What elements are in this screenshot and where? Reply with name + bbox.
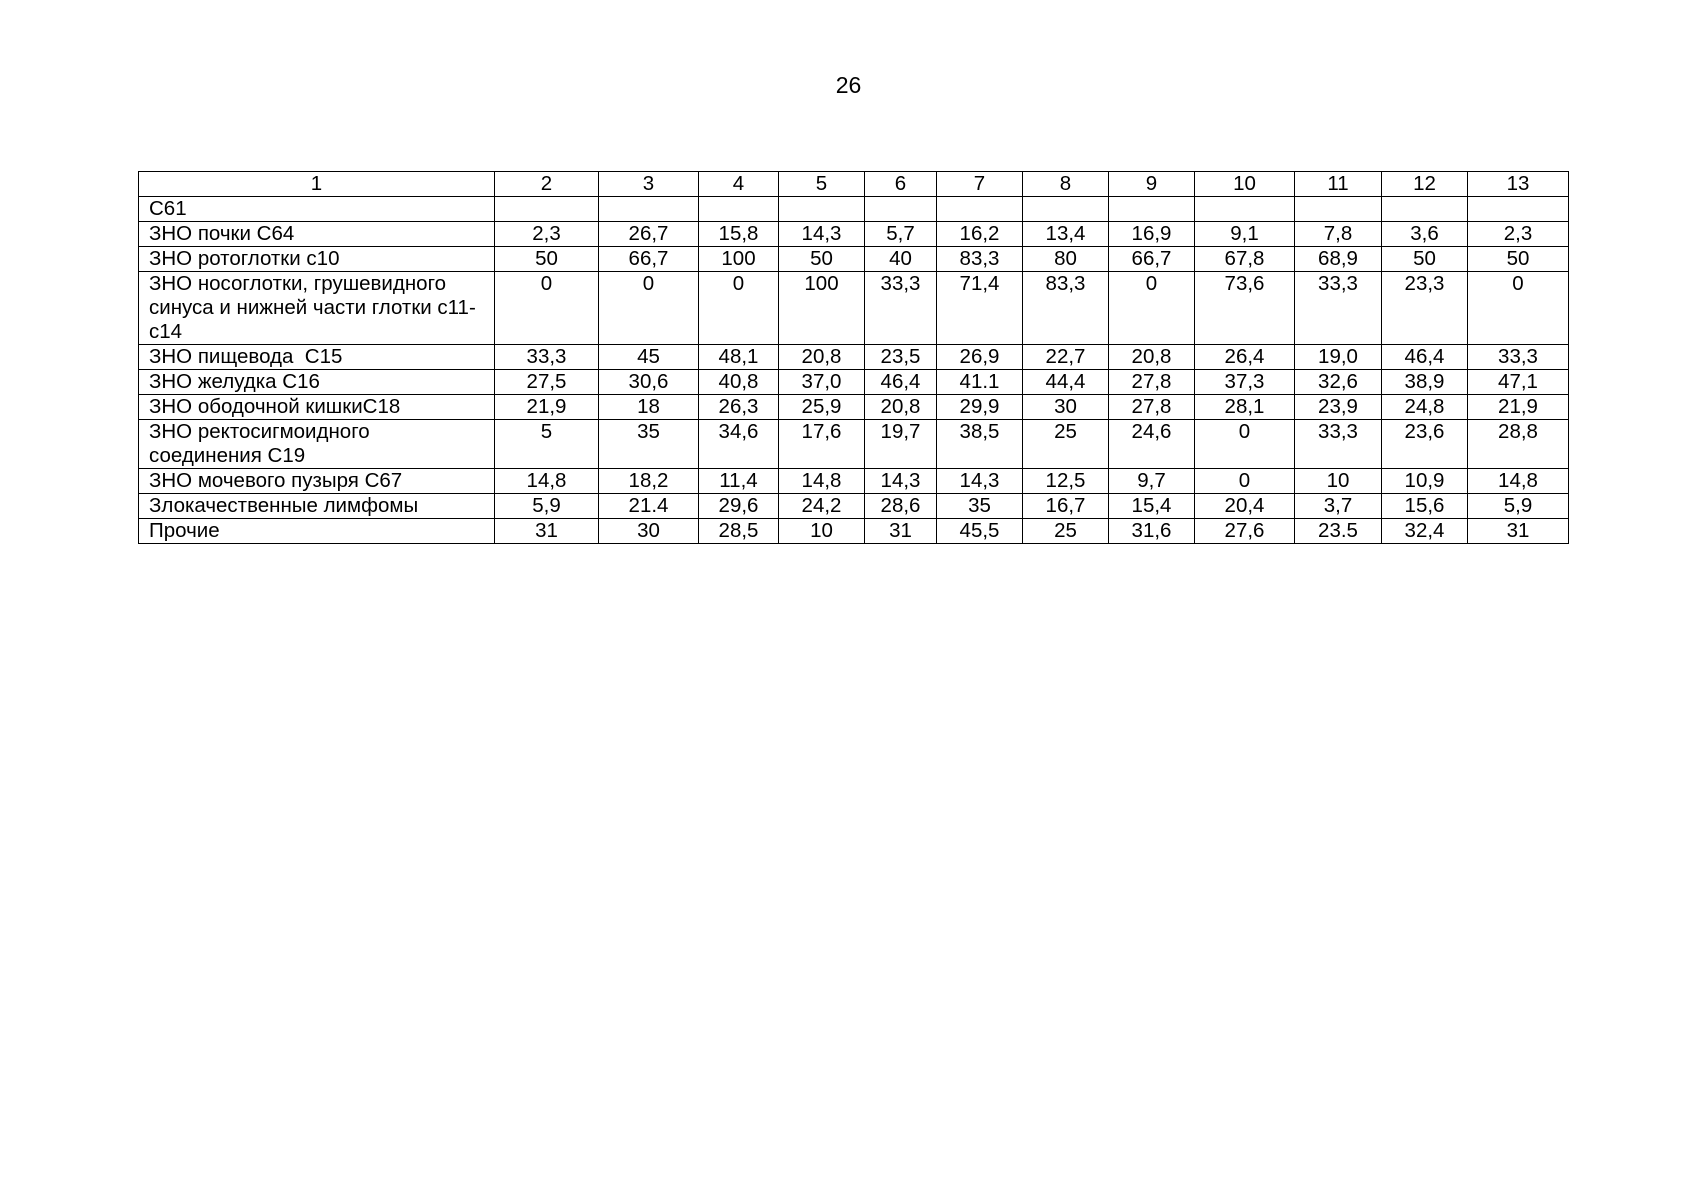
value-cell: 16,2 (937, 222, 1023, 247)
value-cell: 24,6 (1109, 420, 1195, 469)
value-cell: 24,2 (779, 494, 865, 519)
value-cell (865, 197, 937, 222)
value-cell: 38,5 (937, 420, 1023, 469)
value-cell (1195, 197, 1295, 222)
value-cell: 37,0 (779, 370, 865, 395)
value-cell: 44,4 (1023, 370, 1109, 395)
row-label-cell: ЗНО мочевого пузыря С67 (139, 469, 495, 494)
row-label-cell: ЗНО носоглотки, грушевидного синуса и нижней части глотки с11-с14 (139, 272, 495, 345)
value-cell: 50 (495, 247, 599, 272)
value-cell (1109, 197, 1195, 222)
value-cell: 38,9 (1382, 370, 1468, 395)
value-cell: 15,4 (1109, 494, 1195, 519)
value-cell: 14,8 (779, 469, 865, 494)
value-cell: 33,3 (1468, 345, 1569, 370)
value-cell: 32,4 (1382, 519, 1468, 544)
row-label-cell: ЗНО ректосигмоидного соединения С19 (139, 420, 495, 469)
table-header-cell: 12 (1382, 172, 1468, 197)
value-cell: 26,9 (937, 345, 1023, 370)
value-cell: 27,6 (1195, 519, 1295, 544)
value-cell: 80 (1023, 247, 1109, 272)
value-cell: 27,8 (1109, 370, 1195, 395)
value-cell: 16,7 (1023, 494, 1109, 519)
value-cell: 31 (495, 519, 599, 544)
value-cell: 2,3 (1468, 222, 1569, 247)
value-cell: 28,5 (699, 519, 779, 544)
row-label-cell: Прочие (139, 519, 495, 544)
row-label-cell: ЗНО ободочной кишкиС18 (139, 395, 495, 420)
value-cell: 11,4 (699, 469, 779, 494)
value-cell: 83,3 (1023, 272, 1109, 345)
row-label-cell: ЗНО пищевода С15 (139, 345, 495, 370)
row-label-cell: ЗНО желудка С16 (139, 370, 495, 395)
value-cell: 30,6 (599, 370, 699, 395)
table-header-cell: 6 (865, 172, 937, 197)
value-cell: 27,8 (1109, 395, 1195, 420)
table-header-cell: 1 (139, 172, 495, 197)
value-cell: 30 (1023, 395, 1109, 420)
page-number: 26 (835, 72, 862, 98)
value-cell: 16,9 (1109, 222, 1195, 247)
value-cell: 33,3 (865, 272, 937, 345)
value-cell: 5,9 (495, 494, 599, 519)
table-header-cell: 10 (1195, 172, 1295, 197)
value-cell: 32,6 (1295, 370, 1382, 395)
value-cell: 0 (1195, 469, 1295, 494)
table-header-cell: 3 (599, 172, 699, 197)
value-cell: 22,7 (1023, 345, 1109, 370)
value-cell: 25 (1023, 420, 1109, 469)
value-cell: 25 (1023, 519, 1109, 544)
table-row (139, 519, 1569, 544)
value-cell: 0 (699, 272, 779, 345)
value-cell: 50 (779, 247, 865, 272)
value-cell: 40,8 (699, 370, 779, 395)
value-cell: 15,8 (699, 222, 779, 247)
value-cell: 26,3 (699, 395, 779, 420)
value-cell: 9,1 (1195, 222, 1295, 247)
value-cell: 100 (779, 272, 865, 345)
value-cell: 46,4 (1382, 345, 1468, 370)
value-cell: 48,1 (699, 345, 779, 370)
value-cell: 9,7 (1109, 469, 1195, 494)
value-cell: 31,6 (1109, 519, 1195, 544)
value-cell: 23,3 (1382, 272, 1468, 345)
row-label-cell: ЗНО ротоглотки с10 (139, 247, 495, 272)
value-cell: 33,3 (495, 345, 599, 370)
table-row (139, 494, 1569, 519)
table-header-cell: 4 (699, 172, 779, 197)
row-label-cell: C61 (139, 197, 495, 222)
value-cell: 0 (1468, 272, 1569, 345)
value-cell: 29,6 (699, 494, 779, 519)
value-cell: 23,6 (1382, 420, 1468, 469)
value-cell (495, 197, 599, 222)
row-label-cell: ЗНО почки С64 (139, 222, 495, 247)
value-cell: 25,9 (779, 395, 865, 420)
value-cell: 30 (599, 519, 699, 544)
value-cell: 33,3 (1295, 272, 1382, 345)
value-cell: 23,9 (1295, 395, 1382, 420)
value-cell: 14,3 (937, 469, 1023, 494)
value-cell (699, 197, 779, 222)
value-cell: 27,5 (495, 370, 599, 395)
value-cell: 23,5 (865, 345, 937, 370)
table-row (139, 395, 1569, 420)
value-cell: 15,6 (1382, 494, 1468, 519)
value-cell: 14,3 (779, 222, 865, 247)
value-cell: 41.1 (937, 370, 1023, 395)
value-cell: 20,4 (1195, 494, 1295, 519)
table-header-cell: 7 (937, 172, 1023, 197)
table-row (139, 345, 1569, 370)
value-cell: 46,4 (865, 370, 937, 395)
value-cell: 50 (1468, 247, 1569, 272)
value-cell: 68,9 (1295, 247, 1382, 272)
value-cell: 3,6 (1382, 222, 1468, 247)
value-cell: 0 (1109, 272, 1195, 345)
value-cell: 10 (779, 519, 865, 544)
table-header-cell: 2 (495, 172, 599, 197)
value-cell: 45,5 (937, 519, 1023, 544)
value-cell: 100 (699, 247, 779, 272)
value-cell: 20,8 (1109, 345, 1195, 370)
value-cell (937, 197, 1023, 222)
table-header-cell: 9 (1109, 172, 1195, 197)
table-body (139, 197, 1569, 544)
value-cell: 66,7 (1109, 247, 1195, 272)
value-cell: 37,3 (1195, 370, 1295, 395)
value-cell (779, 197, 865, 222)
value-cell: 26,4 (1195, 345, 1295, 370)
table-header-cell: 11 (1295, 172, 1382, 197)
value-cell: 33,3 (1295, 420, 1382, 469)
value-cell: 5,9 (1468, 494, 1569, 519)
value-cell: 14,8 (495, 469, 599, 494)
value-cell: 40 (865, 247, 937, 272)
value-cell: 29,9 (937, 395, 1023, 420)
value-cell: 24,8 (1382, 395, 1468, 420)
value-cell: 2,3 (495, 222, 599, 247)
value-cell: 13,4 (1023, 222, 1109, 247)
value-cell: 20,8 (779, 345, 865, 370)
value-cell: 0 (599, 272, 699, 345)
row-label-cell: Злокачественные лимфомы (139, 494, 495, 519)
value-cell: 23.5 (1295, 519, 1382, 544)
value-cell: 26,7 (599, 222, 699, 247)
value-cell: 21,9 (1468, 395, 1569, 420)
value-cell: 45 (599, 345, 699, 370)
value-cell: 19,7 (865, 420, 937, 469)
value-cell: 31 (865, 519, 937, 544)
table-row (139, 272, 1569, 345)
value-cell: 50 (1382, 247, 1468, 272)
table-row (139, 247, 1569, 272)
value-cell: 3,7 (1295, 494, 1382, 519)
table-row (139, 370, 1569, 395)
value-cell (1023, 197, 1109, 222)
value-cell: 28,1 (1195, 395, 1295, 420)
table-header-row (139, 172, 1569, 197)
value-cell: 28,6 (865, 494, 937, 519)
value-cell: 35 (599, 420, 699, 469)
value-cell: 10 (1295, 469, 1382, 494)
table-row (139, 469, 1569, 494)
value-cell (1468, 197, 1569, 222)
value-cell: 21,9 (495, 395, 599, 420)
table-header-cell: 13 (1468, 172, 1569, 197)
value-cell: 66,7 (599, 247, 699, 272)
value-cell: 0 (1195, 420, 1295, 469)
value-cell: 7,8 (1295, 222, 1382, 247)
value-cell: 18,2 (599, 469, 699, 494)
value-cell: 67,8 (1195, 247, 1295, 272)
value-cell: 73,6 (1195, 272, 1295, 345)
data-table (138, 171, 1569, 544)
table-row (139, 197, 1569, 222)
value-cell: 21.4 (599, 494, 699, 519)
value-cell: 14,3 (865, 469, 937, 494)
value-cell: 12,5 (1023, 469, 1109, 494)
value-cell (599, 197, 699, 222)
value-cell: 31 (1468, 519, 1569, 544)
value-cell: 18 (599, 395, 699, 420)
table-header-cell: 8 (1023, 172, 1109, 197)
value-cell: 71,4 (937, 272, 1023, 345)
value-cell: 20,8 (865, 395, 937, 420)
value-cell: 10,9 (1382, 469, 1468, 494)
value-cell: 35 (937, 494, 1023, 519)
table-row (139, 420, 1569, 469)
value-cell: 19,0 (1295, 345, 1382, 370)
value-cell (1382, 197, 1468, 222)
value-cell (1295, 197, 1382, 222)
value-cell: 17,6 (779, 420, 865, 469)
value-cell: 34,6 (699, 420, 779, 469)
value-cell: 0 (495, 272, 599, 345)
value-cell: 5,7 (865, 222, 937, 247)
value-cell: 14,8 (1468, 469, 1569, 494)
value-cell: 47,1 (1468, 370, 1569, 395)
value-cell: 83,3 (937, 247, 1023, 272)
value-cell: 28,8 (1468, 420, 1569, 469)
table-row (139, 222, 1569, 247)
table-header-cell: 5 (779, 172, 865, 197)
value-cell: 5 (495, 420, 599, 469)
